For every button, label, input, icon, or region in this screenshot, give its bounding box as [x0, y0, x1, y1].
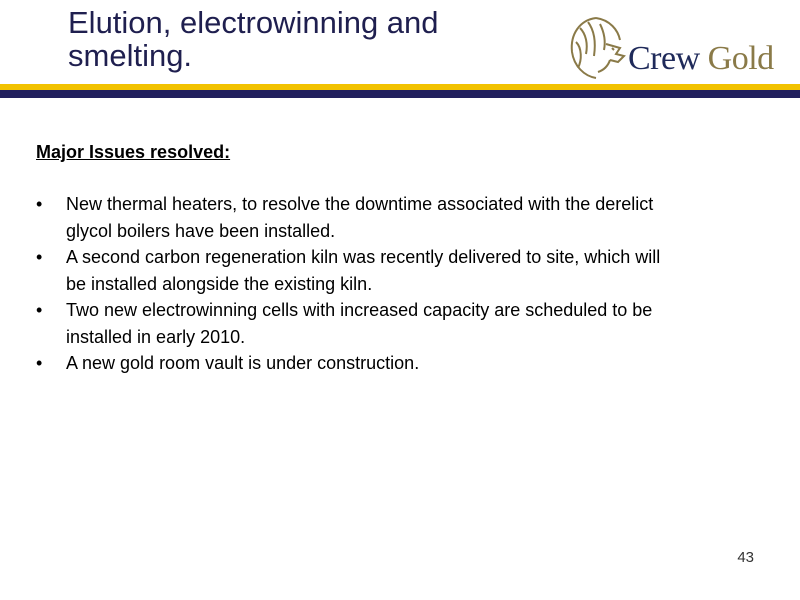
bullet-dot: •	[36, 353, 43, 373]
slide-title: Elution, electrowinning and smelting.	[68, 5, 439, 73]
bullet-item	[36, 191, 666, 244]
bullet-item	[36, 244, 666, 297]
page-number: 43	[737, 549, 754, 566]
bullet-text: A new gold room vault is under construction.	[66, 353, 420, 373]
bullet-dot: •	[36, 247, 43, 267]
bullet-text: New thermal heaters, to resolve the downtime associated with the derelict glycol boilers have been installed.	[66, 194, 654, 241]
bullet-item	[36, 350, 666, 377]
bullet-list	[36, 191, 666, 377]
lion-head-icon	[566, 14, 628, 82]
bullet-item	[36, 297, 666, 350]
logo-word-crew: Crew	[628, 40, 700, 77]
header-navy-band	[0, 90, 800, 98]
bullet-dot: •	[36, 300, 43, 320]
bullet-text: A second carbon regeneration kiln was recently delivered to site, which will be installed alongside the existing kiln.	[66, 247, 661, 294]
bullet-dot: •	[36, 194, 43, 214]
logo-word-gold: Gold	[707, 40, 774, 77]
section-heading: Major Issues resolved:	[36, 142, 231, 162]
bullet-text: Two new electrowinning cells with increased capacity are scheduled to be installed in early 2010.	[66, 300, 653, 347]
logo-wordmark	[628, 40, 774, 78]
slide-content	[36, 139, 666, 377]
crew-gold-logo	[566, 14, 786, 82]
